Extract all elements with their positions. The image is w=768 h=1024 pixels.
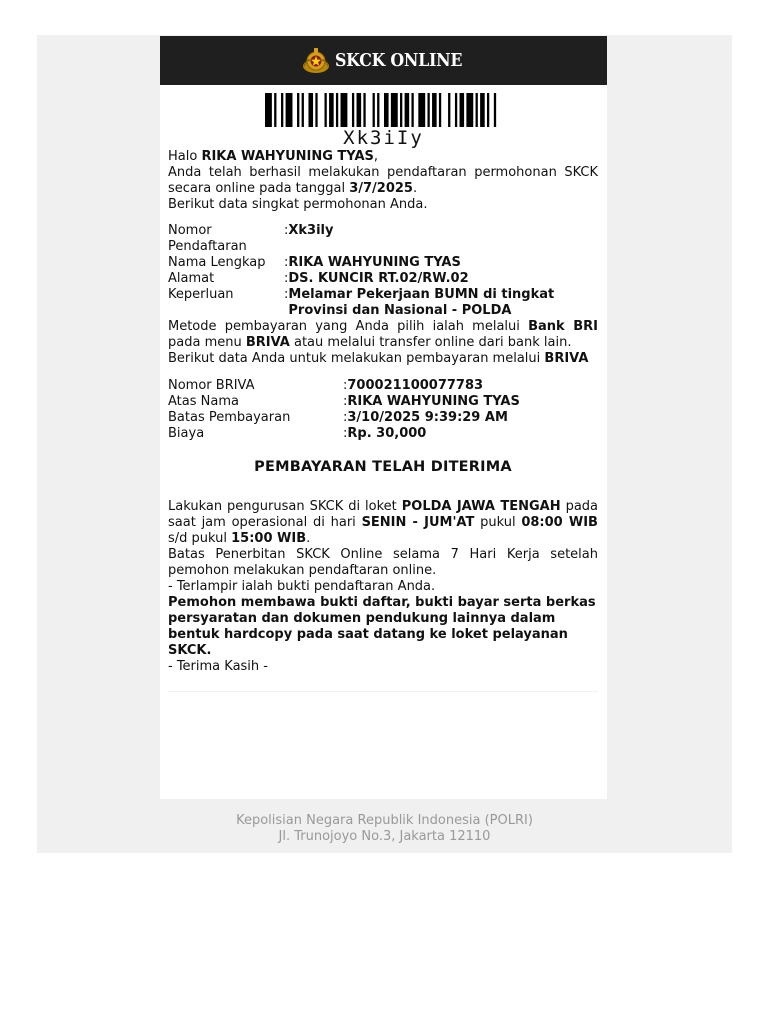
payment-table [168,378,520,442]
instr-text: pukul [474,515,522,530]
payment-status-heading: PEMBAYARAN TELAH DITERIMA [254,459,512,475]
email-footer [37,813,732,845]
table-row [168,255,598,271]
instr-text: s/d pukul [168,531,232,546]
briva-label: BRIVA [544,351,589,366]
row-value: DS. KUNCIR RT.02/RW.02 [288,271,469,286]
email-background [37,35,732,853]
instructions-paragraph [168,499,598,547]
registration-date: 3/7/2025 [349,181,413,196]
table-row [168,287,598,319]
close-time: 15:00 WIB [231,531,307,546]
logo-text: SKCK ONLINE [335,50,463,71]
barcode-block [160,93,607,149]
pm-text: pada menu [168,335,246,350]
row-label: Alamat [168,271,215,286]
row-value: RIKA WAHYUNING TYAS [347,394,520,409]
table-row [168,223,598,255]
row-label: Nama Lengkap [168,255,266,270]
row-value: RIKA WAHYUNING TYAS [288,255,461,270]
row-colon: : [343,410,348,425]
closing-text: - Terima Kasih - [168,659,268,674]
instr-text: pada saat jam operasional di hari [168,499,599,530]
row-colon: : [343,426,348,441]
greeting-suffix: , [373,149,379,164]
table-row [168,426,520,442]
row-value: Rp. 30,000 [347,426,427,441]
row-label: Biaya [168,426,205,441]
registration-table [168,223,598,319]
briva-intro-text: Berikut data Anda untuk melakukan pembayaran melalui [168,351,545,366]
intro-text: Anda telah berhasil melakukan pendaftaran permohonan SKCK secara online pada tanggal [168,165,598,196]
greeting-prefix: Halo [168,149,202,164]
intro-end: . [412,181,418,196]
summary-intro: Berikut data singkat permohonan Anda. [168,197,428,212]
skck-logo [301,46,465,76]
greeting [168,149,598,165]
row-label: Nomor Pendaftaran [168,223,247,254]
row-colon: : [284,255,289,270]
office-days: SENIN - JUM'AT [361,515,475,530]
barcode-code: Xk3iIy [343,127,424,149]
briva-intro [168,351,598,367]
row-label: Keperluan [168,287,234,302]
row-label: Atas Nama [168,394,239,409]
email-card [160,36,607,799]
email-body [160,149,607,692]
table-row [168,410,520,426]
row-label: Batas Pembayaran [168,410,291,425]
instr-text: . [306,531,311,546]
deadline-paragraph: Batas Penerbitan SKCK Online selama 7 Hari Kerja setelah pemohon melakukan pendaftaran online. [168,547,598,578]
barcode-image [265,93,503,127]
divider [168,691,598,692]
table-row [168,271,598,287]
row-value: Xk3ily [288,223,334,238]
row-colon: : [343,394,348,409]
polri-emblem-icon [301,46,331,76]
pm-text: Metode pembayaran yang Anda pilih ialah melalui [168,319,529,334]
open-time: 08:00 WIB [521,515,598,530]
payment-method-paragraph [168,319,598,351]
notice-paragraph: Pemohon membawa bukti daftar, bukti bayar serta berkas persyaratan dan dokumen pendukung lainnya dalam bentuk hardcopy pada saat datang ke loket pelayanan SKCK. [168,595,596,658]
row-colon: : [284,223,289,238]
row-value: 700021100077783 [347,378,484,393]
row-value: Melamar Pekerjaan BUMN di tingkat Provinsi dan Nasional - POLDA [288,287,555,318]
recipient-name: RIKA WAHYUNING TYAS [201,149,374,164]
menu-name: BRIVA [245,335,290,350]
intro-paragraph [168,165,598,197]
attachment-note: - Terlampir ialah bukti pendaftaran Anda. [168,579,436,594]
row-label: Nomor BRIVA [168,378,255,393]
table-row [168,394,520,410]
footer-org: Kepolisian Negara Republik Indonesia (POLRI) [236,813,533,828]
footer-address: Jl. Trunojoyo No.3, Jakarta 12110 [278,829,491,844]
row-colon: : [284,271,289,286]
row-colon: : [343,378,348,393]
row-colon: : [284,287,289,302]
row-value: 3/10/2025 9:39:29 AM [347,410,508,425]
office-name: POLDA JAWA TENGAH [401,499,561,514]
instr-text: Lakukan pengurusan SKCK di loket [168,499,402,514]
email-header [160,36,607,85]
table-row [168,378,520,394]
pm-text: atau melalui transfer online dari bank lain. [289,335,572,350]
bank-name: Bank BRI [528,319,598,334]
